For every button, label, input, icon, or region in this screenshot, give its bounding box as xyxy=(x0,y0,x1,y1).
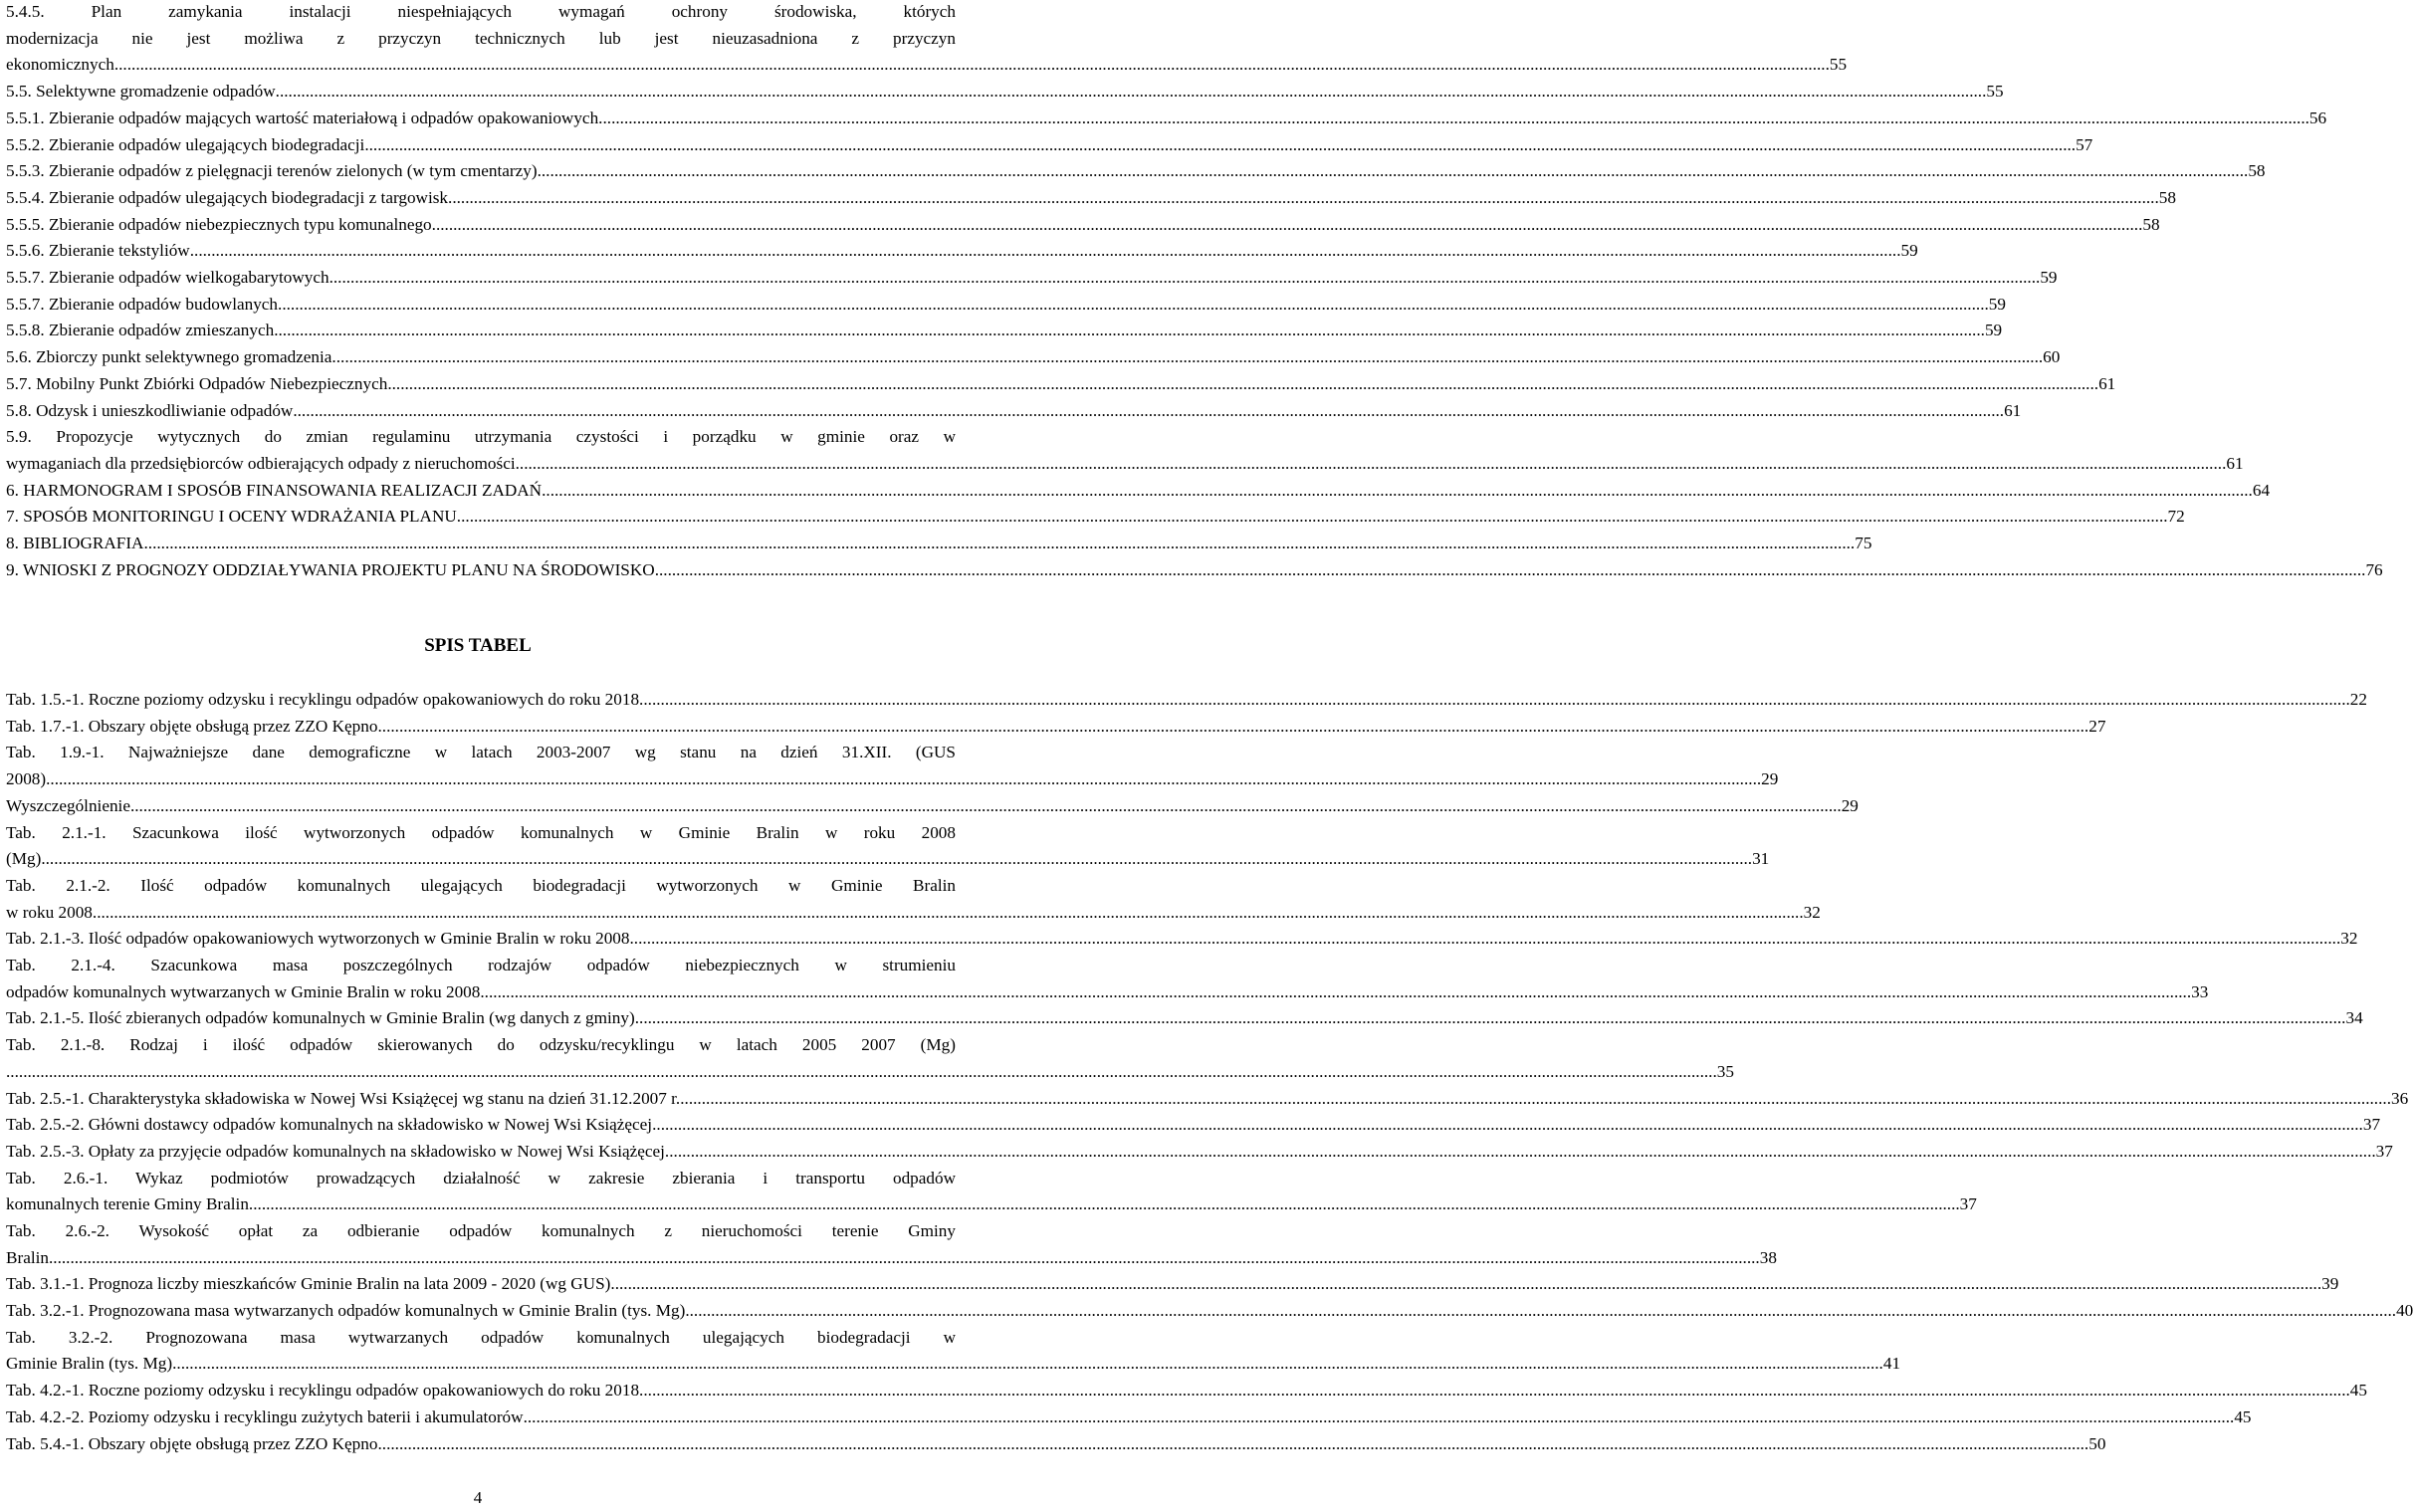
table-list-entry-last-line xyxy=(6,766,1779,793)
toc-entry-last-line xyxy=(6,451,2244,478)
table-list-entry-last-line xyxy=(6,1271,2339,1298)
toc-entry[interactable] xyxy=(6,79,2004,106)
toc-entry-leader: ................................................................................................................................................................................................................................................................................................................................................................................................................ xyxy=(274,321,1985,340)
table-list-entry[interactable] xyxy=(6,873,1821,926)
table-list-entry-page: 29 xyxy=(1841,795,1859,815)
toc-entry-title: 5.5.8. Zbieranie odpadów zmieszanych xyxy=(6,321,275,340)
toc-entry[interactable] xyxy=(6,106,2327,132)
table-list-entry-page: 36 xyxy=(2390,1088,2409,1108)
table-list-entry-page: 37 xyxy=(2362,1115,2381,1135)
toc-entry-last-line xyxy=(6,132,2093,159)
table-list-entry-last-line xyxy=(6,1431,2106,1458)
toc-entry-last-line xyxy=(6,158,2266,185)
table-list-entry-page: 33 xyxy=(2191,981,2209,1001)
toc-entry-title: 5.5.4. Zbieranie odpadów ulegających biodegradacji z targowisk xyxy=(6,187,449,207)
toc-entry-leader: ................................................................................................................................................................................................................................................................................................................................................................................................................ xyxy=(431,214,2143,234)
toc-entry-leader: ................................................................................................................................................................................................................................................................................................................................................................................................................ xyxy=(278,294,1989,314)
table-list-entry[interactable] xyxy=(6,740,1779,792)
table-list-entry[interactable] xyxy=(6,1112,2381,1139)
table-list-entry-leader: ................................................................................................................................................................................................................................................................................................................................................................................................................ xyxy=(50,769,1762,789)
toc-entry-leader: ................................................................................................................................................................................................................................................................................................................................................................................................................ xyxy=(387,373,2099,393)
table-list-entry[interactable] xyxy=(6,1139,2393,1166)
toc-entry-page: 59 xyxy=(1988,294,2006,314)
table-list-entry-title: Tab. 2.1.-3. Ilość odpadów opakowaniowych wytworzonych w Gminie Bralin w roku 2008 xyxy=(6,929,630,949)
table-list-entry[interactable] xyxy=(6,820,1770,873)
toc-entry-page: 75 xyxy=(1855,534,1872,552)
toc-entry-title: 5.8. Odzysk i unieszkodliwianie odpadów xyxy=(6,400,294,420)
table-list-entry[interactable] xyxy=(6,953,2209,1005)
toc-entry-leader: ................................................................................................................................................................................................................................................................................................................................................................................................................ xyxy=(598,108,2309,127)
toc-entry-title: 5.5. Selektywne gromadzenie odpadów xyxy=(6,82,276,102)
toc-entry-last-line xyxy=(6,106,2327,132)
toc-entry-title: 5.7. Mobilny Punkt Zbiórki Odpadów Niebezpiecznych xyxy=(6,373,388,393)
toc-entry-title: 5.5.7. Zbieranie odpadów budowlanych xyxy=(6,294,279,314)
toc-entry-leader: ................................................................................................................................................................................................................................................................................................................................................................................................................ xyxy=(364,134,2077,154)
table-list-entry[interactable] xyxy=(6,714,2106,741)
table-list-entry-page: 29 xyxy=(1761,769,1779,789)
table-list-entry-page: 45 xyxy=(2234,1406,2252,1426)
table-list-entry-leader: ................................................................................................................................................................................................................................................................................................................................................................................................................ xyxy=(652,1115,2363,1135)
table-list-entry-title: odpadów komunalnych wytwarzanych w Gminie Bralin w roku 2008 xyxy=(6,981,481,1001)
table-list-entry-last-line xyxy=(6,793,1859,820)
table-list-entry-text: Tab. 1.9.-1. Najważniejsze dane demograficzne w latach 2003-2007 wg stanu na dzień 31.XII. (GUS xyxy=(6,743,956,762)
page-number: 4 xyxy=(473,1488,483,1507)
table-list-entry-leader: ................................................................................................................................................................................................................................................................................................................................................................................................................ xyxy=(248,1194,1960,1214)
toc-entry[interactable] xyxy=(6,344,2061,371)
toc-entry-leader: ................................................................................................................................................................................................................................................................................................................................................................................................................ xyxy=(456,507,2168,527)
table-list-entry-title: Tab. 3.2.-1. Prognozowana masa wytwarzanych odpadów komunalnych w Gminie Bralin (tys. Mg) xyxy=(6,1301,686,1321)
table-list-entry-leader: ................................................................................................................................................................................................................................................................................................................................................................................................................ xyxy=(523,1406,2235,1426)
toc-entry-title: 5.6. Zbiorczy punkt selektywnego gromadzenia xyxy=(6,347,332,367)
toc-entry-leader: ................................................................................................................................................................................................................................................................................................................................................................................................................ xyxy=(118,55,1830,75)
table-list-entry-last-line xyxy=(6,979,2209,1006)
toc-entry-leader: ................................................................................................................................................................................................................................................................................................................................................................................................................ xyxy=(329,268,2041,287)
table-list-entry-text: Tab. 2.1.-1. Szacunkowa ilość wytworzonych odpadów komunalnych w Gminie Bralin w roku 2008 xyxy=(6,822,956,842)
table-list-entry-page: 22 xyxy=(2349,690,2367,709)
toc-entry[interactable] xyxy=(6,158,2266,185)
toc-entry[interactable] xyxy=(6,0,1848,79)
table-list-entry-last-line xyxy=(6,1378,2367,1404)
toc-entry-page: 76 xyxy=(2365,559,2383,579)
table-list-entry-last-line xyxy=(6,1298,2413,1325)
table-list-entry[interactable] xyxy=(6,1086,2409,1113)
table-list-entry-text: Tab. 3.2.-2. Prognozowana masa wytwarzanych odpadów komunalnych ulegających biodegradacji w xyxy=(6,1327,956,1347)
table-list-entry-title: Tab. 4.2.-1. Roczne poziomy odzysku i recyklingu odpadów opakowaniowych do roku 2018 xyxy=(6,1381,640,1401)
table-list-entry-title: Tab. 1.7.-1. Obszary objęte obsługą przez ZZO Kępno xyxy=(6,716,378,736)
table-list-entry-last-line xyxy=(6,926,2358,953)
table-list-entry-title: Tab. 2.5.-3. Opłaty za przyjęcie odpadów komunalnych na składowisko w Nowej Wsi Książęcej xyxy=(6,1141,665,1161)
table-list-entry-text: Tab. 2.6.-1. Wykaz podmiotów prowadzących działalność w zakresie zbierania i transportu odpadów xyxy=(6,1168,956,1188)
table-list-entry-leader: ................................................................................................................................................................................................................................................................................................................................................................................................................ xyxy=(377,1433,2089,1453)
table-list-entry-leader: ................................................................................................................................................................................................................................................................................................................................................................................................................ xyxy=(639,1381,2350,1401)
table-list-entry-leader: ................................................................................................................................................................................................................................................................................................................................................................................................................ xyxy=(48,1247,1760,1267)
table-list-entry-last-line xyxy=(6,900,1821,927)
table-list-entry-leader: ................................................................................................................................................................................................................................................................................................................................................................................................................ xyxy=(685,1301,2397,1321)
toc-entry-page: 59 xyxy=(1984,321,2003,340)
toc-entry-leader: ................................................................................................................................................................................................................................................................................................................................................................................................................ xyxy=(189,241,1901,261)
toc-entry-page: 72 xyxy=(2167,507,2185,527)
toc-entry-title: 5.5.3. Zbieranie odpadów z pielęgnacji terenów zielonych (w tym cmentarzy) xyxy=(6,161,538,181)
toc-entry-page: 60 xyxy=(2043,347,2061,367)
section-heading-tables: SPIS TABEL xyxy=(424,635,532,656)
table-list-entry-title: Tab. 4.2.-2. Poziomy odzysku i recyklingu zużytych baterii i akumulatorów xyxy=(6,1406,524,1426)
table-list-entry-leader: ................................................................................................................................................................................................................................................................................................................................................................................................................ xyxy=(639,690,2350,709)
toc-entry-last-line xyxy=(6,212,2160,239)
toc-entry-last-line xyxy=(6,52,1848,79)
table-list-entry-title: Tab. 2.1.-5. Ilość zbieranych odpadów komunalnych w Gminie Bralin (wg danych z gminy) xyxy=(6,1008,635,1028)
table-list-entry-last-line xyxy=(6,1112,2381,1139)
table-list-entry-leader: ................................................................................................................................................................................................................................................................................................................................................................................................................ xyxy=(629,929,2341,949)
table-list-entry-last-line xyxy=(6,1059,1734,1086)
table-list-entry-leader: ................................................................................................................................................................................................................................................................................................................................................................................................................ xyxy=(129,795,1842,815)
toc-entry-title: 5.5.2. Zbieranie odpadów ulegających biodegradacji xyxy=(6,134,365,154)
table-list-entry-last-line xyxy=(6,1245,1777,1272)
table-list-entry-title: Bralin xyxy=(6,1247,49,1267)
toc-entry-page: 55 xyxy=(1986,82,2004,102)
toc-entry-leader: ................................................................................................................................................................................................................................................................................................................................................................................................................ xyxy=(143,534,1856,552)
toc-entry-leader: ................................................................................................................................................................................................................................................................................................................................................................................................................ xyxy=(448,187,2159,207)
toc-entry-text: modernizacja nie jest możliwa z przyczyn technicznych lub jest nieuzasadniona z przyczyn xyxy=(6,28,956,48)
toc-entry-leader: ................................................................................................................................................................................................................................................................................................................................................................................................................ xyxy=(537,161,2249,181)
toc-entry-page: 59 xyxy=(2040,268,2058,287)
toc-entry-last-line xyxy=(6,238,1918,265)
table-list-entry-last-line xyxy=(6,1351,1901,1378)
table-list-entry-text: Tab. 2.1.-4. Szacunkowa masa poszczególnych rodzajów odpadów niebezpiecznych w strumieniu xyxy=(6,956,956,974)
toc-entry-last-line xyxy=(6,265,2058,292)
table-list-entry-text: Tab. 2.1.-8. Rodzaj i ilość odpadów skierowanych do odzysku/recyklingu w latach 2005 2007 (Mg) xyxy=(6,1035,956,1055)
table-list-entry-last-line xyxy=(6,1191,1977,1218)
toc-entry[interactable] xyxy=(6,132,2093,159)
toc-entry-leader: ................................................................................................................................................................................................................................................................................................................................................................................................................ xyxy=(515,453,2227,473)
table-list-entry[interactable] xyxy=(6,926,2358,953)
toc-entry[interactable] xyxy=(6,504,2185,531)
toc-entry-leader: ................................................................................................................................................................................................................................................................................................................................................................................................................ xyxy=(331,347,2044,367)
table-list-entry-leader: ................................................................................................................................................................................................................................................................................................................................................................................................................ xyxy=(634,1008,2346,1028)
toc-entry-text: 5.9. Propozycje wytycznych do zmian regulaminu utrzymania czystości i porządku w gminie oraz w xyxy=(6,427,956,447)
toc-entry-last-line xyxy=(6,344,2061,371)
toc-entry-title: 7. SPOSÓB MONITORINGU I OCENY WDRAŻANIA PLANU xyxy=(6,507,457,527)
toc-entry-title: 9. WNIOSKI Z PROGNOZY ODDZIAŁYWANIA PROJEKTU PLANU NA ŚRODOWISKO xyxy=(6,559,655,579)
toc-entry-page: 58 xyxy=(2158,187,2176,207)
toc-entry-title: 5.5.6. Zbieranie tekstyliów xyxy=(6,241,190,261)
toc-entry-page: 61 xyxy=(2004,400,2022,420)
table-list-entry-last-line xyxy=(6,1139,2393,1166)
toc-entry[interactable] xyxy=(6,371,2116,398)
table-list-entry-page: 38 xyxy=(1759,1247,1777,1267)
toc-entry-last-line xyxy=(6,557,2383,584)
table-list-entry-page: 37 xyxy=(1959,1194,1977,1214)
table-list-entry-title: Gminie Bralin (tys. Mg) xyxy=(6,1354,173,1374)
toc-entry-page: 55 xyxy=(1829,55,1848,75)
table-list-entry[interactable] xyxy=(6,1431,2106,1458)
toc-entry[interactable] xyxy=(6,292,2006,319)
toc-entry-title: 8. BIBLIOGRAFIA xyxy=(6,534,144,552)
table-list-entry-page: 32 xyxy=(1803,902,1821,922)
toc-entry[interactable] xyxy=(6,557,2383,584)
toc-entry-last-line xyxy=(6,79,2004,106)
table-list-entry-page: 34 xyxy=(2345,1008,2363,1028)
table-list-entry-leader: ................................................................................................................................................................................................................................................................................................................................................................................................................ xyxy=(6,1061,1717,1081)
table-list-entry[interactable] xyxy=(6,1005,2363,1032)
toc-entry-page: 61 xyxy=(2226,453,2244,473)
toc-entry[interactable] xyxy=(6,398,2022,425)
table-list-entry-leader: ................................................................................................................................................................................................................................................................................................................................................................................................................ xyxy=(377,716,2089,736)
table-list-entry-title: Wyszczególnienie xyxy=(6,795,130,815)
table-list-entry-page: 50 xyxy=(2088,1433,2106,1453)
toc-entry-leader: ................................................................................................................................................................................................................................................................................................................................................................................................................ xyxy=(654,559,2366,579)
table-list-entry-page: 31 xyxy=(1752,849,1770,869)
table-list-entry-page: 41 xyxy=(1882,1354,1901,1374)
toc-entry-last-line xyxy=(6,185,2176,212)
toc-entry[interactable] xyxy=(6,212,2160,239)
table-list-entry[interactable] xyxy=(6,1032,1734,1085)
table-list-entry-leader: ................................................................................................................................................................................................................................................................................................................................................................................................................ xyxy=(680,1088,2391,1108)
toc-entry-last-line xyxy=(6,318,2003,344)
table-list-entry-leader: ................................................................................................................................................................................................................................................................................................................................................................................................................ xyxy=(664,1141,2376,1161)
table-list-entry-page: 45 xyxy=(2349,1381,2367,1401)
toc-entry-title: wymaganiach dla przedsiębiorców odbierających odpady z nieruchomości xyxy=(6,453,516,473)
table-list-entry[interactable] xyxy=(6,1271,2339,1298)
toc-entry-page: 64 xyxy=(2252,480,2271,500)
toc-entry[interactable] xyxy=(6,424,2244,477)
toc-entry-last-line xyxy=(6,292,2006,319)
table-list-entry-page: 32 xyxy=(2340,929,2358,949)
table-list-entry-page: 35 xyxy=(1716,1061,1734,1081)
table-list-entry-title: w roku 2008 xyxy=(6,902,93,922)
toc-entry-page: 56 xyxy=(2308,108,2327,127)
toc-entry-last-line xyxy=(6,398,2022,425)
toc-entry[interactable] xyxy=(6,185,2176,212)
table-list-entry[interactable] xyxy=(6,1166,1977,1218)
toc-entry-text: 5.4.5. Plan zamykania instalacji niespełniających wymagań ochrony środowiska, których xyxy=(6,2,956,21)
toc-entry-page: 58 xyxy=(2248,161,2266,181)
toc-entry-leader: ................................................................................................................................................................................................................................................................................................................................................................................................................ xyxy=(275,82,1987,102)
toc-entry-last-line xyxy=(6,504,2185,531)
toc-entry-page: 59 xyxy=(1900,241,1918,261)
table-list-entry-title: (Mg) xyxy=(6,849,42,869)
toc-entry-last-line xyxy=(6,371,2116,398)
table-list-entry[interactable] xyxy=(6,1218,1777,1271)
toc-entry[interactable] xyxy=(6,318,2003,344)
table-list-entry-title: Tab. 2.5.-2. Główni dostawcy odpadów komunalnych na składowisko w Nowej Wsi Książęcej xyxy=(6,1115,653,1135)
table-list-entry-leader: ................................................................................................................................................................................................................................................................................................................................................................................................................ xyxy=(92,902,1804,922)
table-list-entry-page: 39 xyxy=(2321,1274,2339,1294)
toc-entry-leader: ................................................................................................................................................................................................................................................................................................................................................................................................................ xyxy=(542,480,2253,500)
toc-entry-last-line xyxy=(6,478,2271,505)
table-list-entry-last-line xyxy=(6,1086,2409,1113)
table-list-entry-last-line xyxy=(6,687,2367,714)
table-list-entry-text: Tab. 2.1.-2. Ilość odpadów komunalnych ulegających biodegradacji wytworzonych w Gminie Bralin xyxy=(6,875,956,895)
table-list-entry-last-line xyxy=(6,1005,2363,1032)
toc-entry[interactable] xyxy=(6,478,2271,505)
toc-entry-page: 58 xyxy=(2142,214,2160,234)
table-list-entry-text: Tab. 2.6.-2. Wysokość opłat za odbieranie odpadów komunalnych z nieruchomości terenie Gminy xyxy=(6,1221,956,1240)
table-list-entry[interactable] xyxy=(6,1378,2367,1404)
table-list-entry-page: 37 xyxy=(2375,1141,2393,1161)
table-list-entry-title: Tab. 2.5.-1. Charakterystyka składowiska w Nowej Wsi Książęcej wg stanu na dzień 31.12.2007 r. xyxy=(6,1088,681,1108)
toc-entry-last-line xyxy=(6,531,1872,557)
toc-entry-page: 57 xyxy=(2076,134,2093,154)
table-list-entry[interactable] xyxy=(6,1298,2413,1325)
table-list-entry[interactable] xyxy=(6,1404,2252,1431)
table-list-entry-leader: ................................................................................................................................................................................................................................................................................................................................................................................................................ xyxy=(610,1274,2322,1294)
table-list-entry-title: Tab. 3.1.-1. Prognoza liczby mieszkańców Gminie Bralin na lata 2009 - 2020 (wg GUS) xyxy=(6,1274,611,1294)
table-list-entry-title: Tab. 5.4.-1. Obszary objęte obsługą przez ZZO Kępno xyxy=(6,1433,378,1453)
toc-entry-title: 5.5.7. Zbieranie odpadów wielkogabarytowych xyxy=(6,268,329,287)
table-list-entry-title: Tab. 1.5.-1. Roczne poziomy odzysku i recyklingu odpadów opakowaniowych do roku 2018 xyxy=(6,690,640,709)
toc-entry-page: 61 xyxy=(2098,373,2116,393)
toc-entry[interactable] xyxy=(6,265,2058,292)
toc-entry-title: 5.5.5. Zbieranie odpadów niebezpiecznych typu komunalnego xyxy=(6,214,432,234)
toc-entry[interactable] xyxy=(6,238,1918,265)
table-list-entry-leader: ................................................................................................................................................................................................................................................................................................................................................................................................................ xyxy=(41,849,1753,869)
toc-entry-title: 5.5.1. Zbieranie odpadów mających wartość materiałową i odpadów opakowaniowych xyxy=(6,108,599,127)
table-list-entry[interactable] xyxy=(6,793,1859,820)
table-list-entry-leader: ................................................................................................................................................................................................................................................................................................................................................................................................................ xyxy=(480,981,2192,1001)
table-list-entry[interactable] xyxy=(6,1325,1901,1378)
table-list-entry-last-line xyxy=(6,714,2106,741)
table-list-entry[interactable] xyxy=(6,687,2367,714)
table-list-entry-last-line xyxy=(6,1404,2252,1431)
table-list-entry-title: 2008). xyxy=(6,769,51,789)
table-list-entry-title: komunalnych terenie Gminy Bralin xyxy=(6,1194,249,1214)
toc-entry-title: 6. HARMONOGRAM I SPOSÓB FINANSOWANIA REALIZACJI ZADAŃ xyxy=(6,480,543,500)
table-list-entry-page: 40 xyxy=(2396,1301,2413,1321)
toc-entry-leader: ................................................................................................................................................................................................................................................................................................................................................................................................................ xyxy=(293,400,2005,420)
table-list-entry-leader: ................................................................................................................................................................................................................................................................................................................................................................................................................ xyxy=(172,1354,1883,1374)
table-list-entry-page: 27 xyxy=(2088,716,2106,736)
table-list-entry-last-line xyxy=(6,846,1770,873)
toc-entry-title: ekonomicznych. xyxy=(6,55,119,75)
toc-entry[interactable] xyxy=(6,531,1872,557)
